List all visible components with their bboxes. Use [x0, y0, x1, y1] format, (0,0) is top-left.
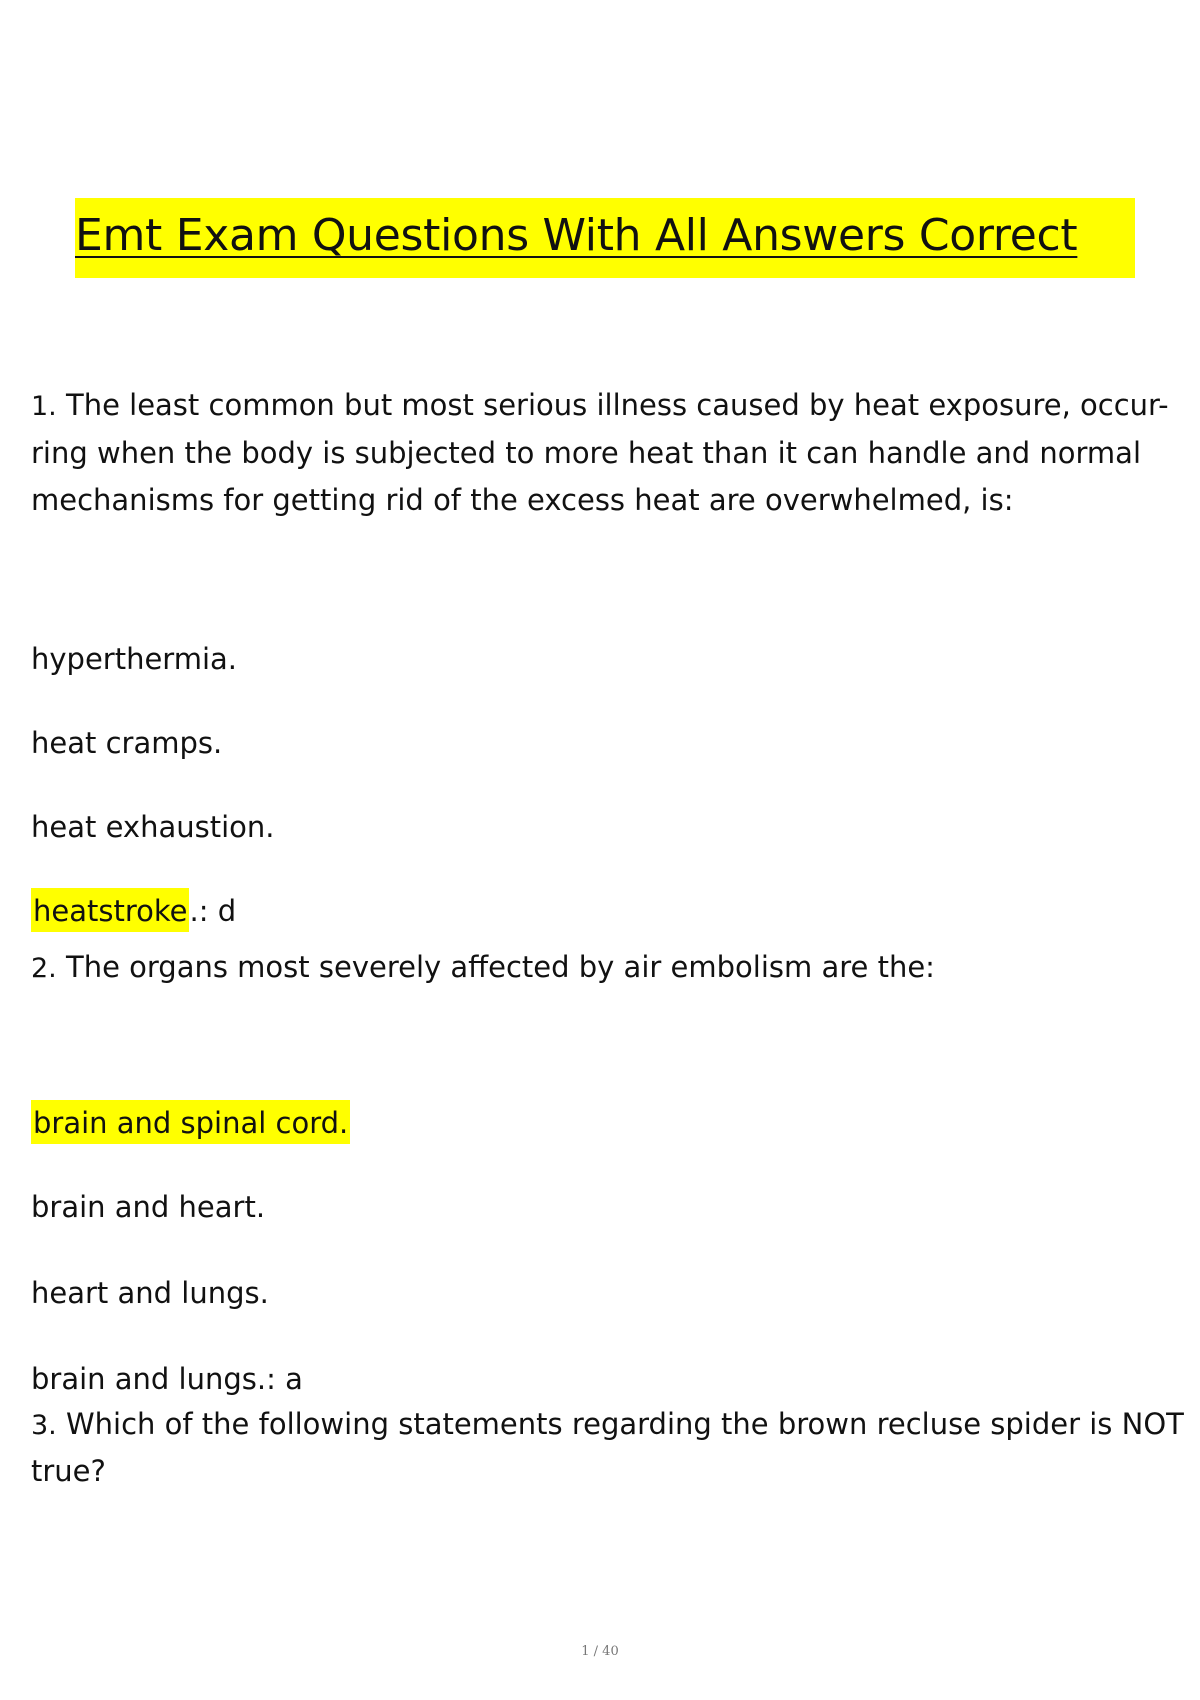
- question-1-text-line-3: mechanisms for getting rid of the excess heat are overwhelmed, is:: [31, 483, 1014, 517]
- title-highlight: [75, 198, 1135, 278]
- question-1-option-a: hyperthermia.: [31, 642, 238, 676]
- question-3-text-line-1: Which of the following statements regarding the brown recluse spider is NOT: [65, 1407, 1184, 1441]
- question-2-option-a: [31, 1099, 350, 1147]
- document-title: Emt Exam Questions With All Answers Correct: [75, 210, 1078, 261]
- question-1-correct-highlight: heatstroke: [31, 888, 189, 932]
- question-1-text-line-1: The least common but most serious illness caused by heat exposure, occur-: [65, 388, 1169, 422]
- question-1-option-d: [31, 887, 236, 935]
- question-3-line-1: [31, 1400, 1184, 1450]
- question-1-answer: .: d: [189, 894, 237, 928]
- page-indicator: 1 / 40: [581, 1644, 619, 1659]
- question-2-number: 2.: [31, 953, 57, 984]
- question-3-number: 3.: [31, 1410, 57, 1441]
- question-1-option-b: heat cramps.: [31, 726, 223, 760]
- question-1-option-c: heat exhaustion.: [31, 810, 275, 844]
- question-2-text: The organs most severely affected by air embolism are the:: [65, 950, 935, 984]
- question-1-text-line-2: ring when the body is subjected to more heat than it can handle and normal: [31, 436, 1142, 470]
- question-3-text-line-2: true?: [31, 1454, 106, 1488]
- question-1-line-1: [31, 381, 1169, 431]
- question-2-option-d-answer: brain and lungs.: a: [31, 1362, 303, 1396]
- question-2-option-b: brain and heart.: [31, 1190, 266, 1224]
- question-2-correct-highlight: brain and spinal cord.: [31, 1100, 350, 1144]
- question-2-line-1: [31, 943, 935, 993]
- question-1-number: 1.: [31, 391, 57, 422]
- question-2-option-c: heart and lungs.: [31, 1276, 269, 1310]
